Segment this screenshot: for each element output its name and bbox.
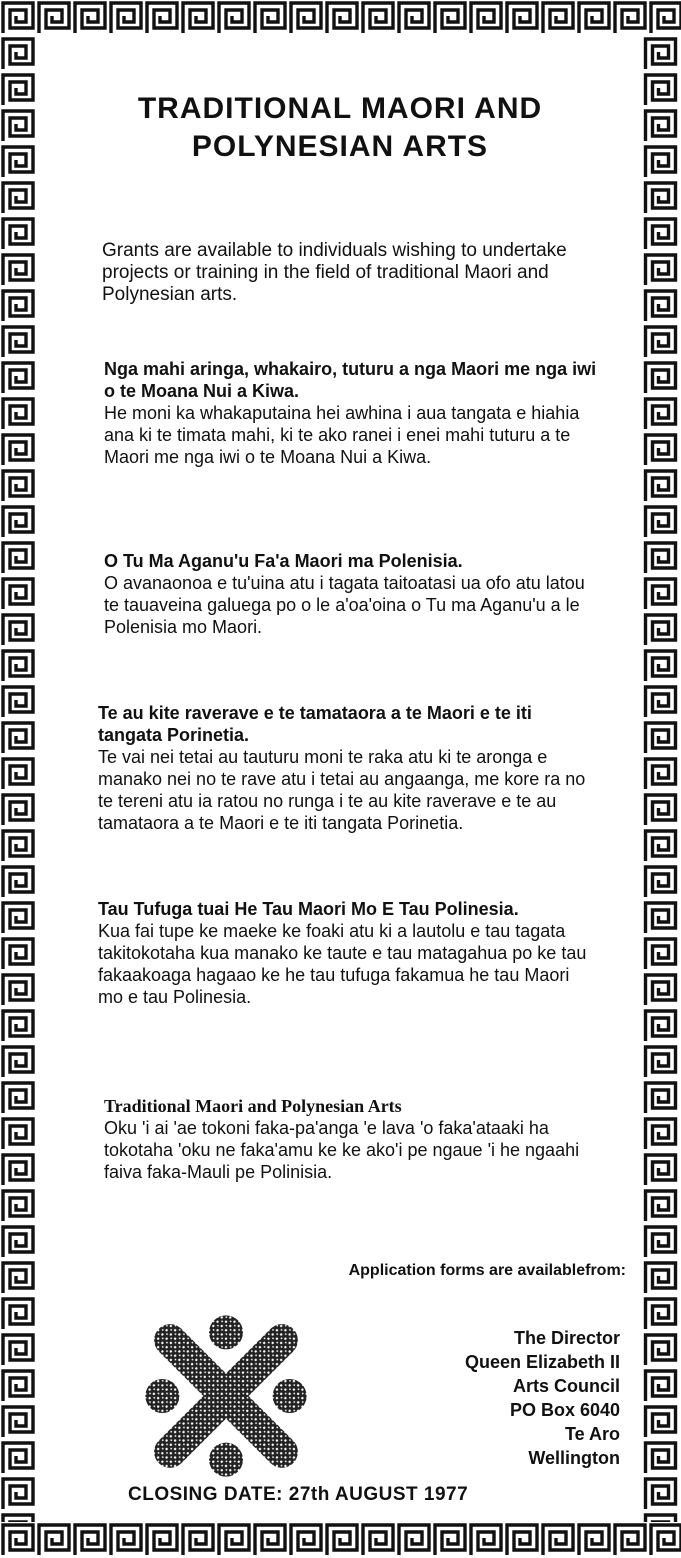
- greek-key-icon: [640, 1044, 681, 1080]
- section-samoan: [104, 550, 604, 638]
- greek-key-icon: [72, 1522, 108, 1558]
- greek-key-icon: [0, 1152, 36, 1188]
- greek-key-icon: [640, 360, 681, 396]
- greek-key-icon: [640, 1260, 681, 1296]
- greek-key-icon: [180, 0, 216, 36]
- section-niuean: [98, 898, 598, 1008]
- greek-key-icon: [640, 756, 681, 792]
- greek-key-icon: [0, 720, 36, 756]
- greek-key-icon: [640, 648, 681, 684]
- greek-key-icon: [640, 252, 681, 288]
- greek-key-icon: [0, 1332, 36, 1368]
- greek-key-icon: [0, 216, 36, 252]
- greek-key-icon: [640, 72, 681, 108]
- address-line: Queen Elizabeth II: [464, 1352, 620, 1372]
- greek-key-icon: [0, 360, 36, 396]
- greek-key-icon: [108, 1522, 144, 1558]
- title-line-2: POLYNESIAN ARTS: [191, 130, 489, 163]
- greek-key-icon: [640, 792, 681, 828]
- greek-key-icon: [504, 1522, 540, 1558]
- section-cook-islands: [98, 702, 598, 834]
- greek-key-icon: [0, 1008, 36, 1044]
- greek-key-icon: [640, 1440, 681, 1476]
- greek-key-icon: [640, 864, 681, 900]
- greek-key-icon: [432, 1522, 468, 1558]
- greek-key-icon: [0, 1260, 36, 1296]
- greek-key-icon: [0, 1044, 36, 1080]
- greek-key-icon: [0, 1080, 36, 1116]
- address-line: The Director: [513, 1328, 620, 1348]
- page-title: [46, 90, 634, 166]
- greek-key-icon: [0, 864, 36, 900]
- greek-key-icon: [288, 0, 324, 36]
- greek-key-icon: [576, 1522, 612, 1558]
- greek-key-icon: [216, 0, 252, 36]
- greek-key-icon: [0, 324, 36, 360]
- greek-key-icon: [640, 828, 681, 864]
- greek-key-icon: [0, 252, 36, 288]
- arts-council-logo-icon: [126, 1296, 326, 1496]
- border-right: [640, 36, 681, 1522]
- border-top: [0, 0, 681, 36]
- advertisement: [46, 40, 634, 1520]
- greek-key-icon: [640, 1404, 681, 1440]
- greek-key-icon: [640, 684, 681, 720]
- section-heading: Nga mahi aringa, whakairo, tuturu a nga Maori me nga iwi o te Moana Nui a Kiwa.: [104, 359, 597, 401]
- greek-key-icon: [0, 612, 36, 648]
- section-heading: Te au kite raverave e te tamataora a te Maori e te iti tangata Porinetia.: [98, 703, 532, 745]
- greek-key-icon: [396, 0, 432, 36]
- greek-key-icon: [640, 396, 681, 432]
- greek-key-icon: [324, 1522, 360, 1558]
- greek-key-icon: [640, 900, 681, 936]
- greek-key-icon: [640, 540, 681, 576]
- greek-key-icon: [36, 1522, 72, 1558]
- greek-key-icon: [0, 756, 36, 792]
- greek-key-icon: [612, 0, 648, 36]
- greek-key-icon: [540, 0, 576, 36]
- greek-key-icon: [640, 432, 681, 468]
- greek-key-icon: [640, 216, 681, 252]
- section-body: Grants are available to individuals wishing to undertake projects or training in the field of traditional Maori and Polynesian arts.: [102, 240, 567, 305]
- greek-key-icon: [0, 1512, 36, 1522]
- greek-key-icon: [72, 0, 108, 36]
- greek-key-icon: [0, 1368, 36, 1404]
- greek-key-icon: [0, 108, 36, 144]
- greek-key-icon: [640, 108, 681, 144]
- greek-key-icon: [0, 468, 36, 504]
- greek-key-icon: [640, 720, 681, 756]
- greek-key-icon: [0, 792, 36, 828]
- greek-key-icon: [640, 288, 681, 324]
- border-left: [0, 36, 36, 1522]
- address-line: Te Aro: [564, 1424, 620, 1444]
- greek-key-icon: [640, 36, 681, 72]
- greek-key-icon: [0, 1296, 36, 1332]
- application-note: Application forms are availablefrom:: [348, 1262, 626, 1279]
- greek-key-icon: [640, 180, 681, 216]
- greek-key-icon: [640, 1152, 681, 1188]
- section-heading: Traditional Maori and Polynesian Arts: [104, 1096, 402, 1116]
- section-maori: [104, 358, 604, 468]
- greek-key-icon: [468, 1522, 504, 1558]
- greek-key-icon: [0, 288, 36, 324]
- greek-key-icon: [640, 324, 681, 360]
- greek-key-icon: [540, 1522, 576, 1558]
- title-line-1: TRADITIONAL MAORI AND: [137, 92, 543, 125]
- greek-key-icon: [0, 972, 36, 1008]
- greek-key-icon: [0, 36, 36, 72]
- greek-key-icon: [0, 72, 36, 108]
- greek-key-icon: [0, 0, 36, 36]
- address-line: Arts Council: [512, 1376, 620, 1396]
- greek-key-icon: [0, 900, 36, 936]
- greek-key-icon: [640, 1296, 681, 1332]
- greek-key-icon: [640, 612, 681, 648]
- greek-key-icon: [108, 0, 144, 36]
- greek-key-icon: [468, 0, 504, 36]
- greek-key-icon: [0, 1224, 36, 1260]
- greek-key-icon: [640, 1224, 681, 1260]
- greek-key-icon: [0, 504, 36, 540]
- greek-key-icon: [360, 0, 396, 36]
- greek-key-icon: [640, 1188, 681, 1224]
- greek-key-icon: [640, 1512, 681, 1522]
- closing-date: CLOSING DATE: 27th AUGUST 1977: [128, 1484, 469, 1505]
- greek-key-icon: [0, 1188, 36, 1224]
- section-body: Kua fai tupe ke maeke ke foaki atu ki a lautolu e tau tagata takitokotaha kua manako ke taute e tau matagahua po ke tau fakaakoaga hagaao ke he tau tufuga fakamua he tau Maori mo e tau Polinesia.: [98, 921, 587, 1007]
- greek-key-icon: [0, 396, 36, 432]
- greek-key-icon: [0, 828, 36, 864]
- greek-key-icon: [180, 1522, 216, 1558]
- greek-key-icon: [0, 432, 36, 468]
- greek-key-icon: [0, 1476, 36, 1512]
- greek-key-icon: [0, 936, 36, 972]
- greek-key-icon: [640, 1332, 681, 1368]
- greek-key-icon: [0, 684, 36, 720]
- greek-key-icon: [648, 0, 681, 36]
- greek-key-icon: [640, 1116, 681, 1152]
- greek-key-icon: [640, 144, 681, 180]
- section-heading: Tau Tufuga tuai He Tau Maori Mo E Tau Polinesia.: [98, 899, 519, 919]
- greek-key-icon: [0, 144, 36, 180]
- greek-key-icon: [288, 1522, 324, 1558]
- greek-key-icon: [144, 1522, 180, 1558]
- address-line: Wellington: [528, 1448, 620, 1468]
- greek-key-icon: [640, 1476, 681, 1512]
- greek-key-icon: [0, 1440, 36, 1476]
- greek-key-icon: [0, 1116, 36, 1152]
- greek-key-icon: [0, 648, 36, 684]
- greek-key-icon: [640, 1368, 681, 1404]
- section-body: Oku 'i ai 'ae tokoni faka-pa'anga 'e lava 'o faka'ataaki ha tokotaha 'oku ne faka'amu ke ke ako'i pe ngaue 'i he ngaahi faiva faka-Mauli pe Polinisia.: [104, 1118, 580, 1182]
- greek-key-icon: [640, 576, 681, 612]
- section-body: He moni ka whakaputaina hei awhina i aua tangata e hiahia ana ki te timata mahi, ki te ako ranei i enei mahi tuturu a te Maori me nga iwi o te Moana Nui a Kiwa.: [104, 403, 580, 467]
- greek-key-icon: [216, 1522, 252, 1558]
- greek-key-icon: [0, 1404, 36, 1440]
- section-body: Te vai nei tetai au tauturu moni te raka atu ki te aronga e manako nei no te rave atu i tetai au angaanga, me kore ra no te tereni atu ia ratou no runga i te au kite raverave e te au tamataora a te Maori e te iti tangata Porinetia.: [98, 747, 586, 833]
- greek-key-icon: [0, 180, 36, 216]
- greek-key-icon: [640, 504, 681, 540]
- greek-key-icon: [252, 0, 288, 36]
- greek-key-icon: [640, 468, 681, 504]
- greek-key-icon: [396, 1522, 432, 1558]
- greek-key-icon: [252, 1522, 288, 1558]
- greek-key-icon: [640, 1080, 681, 1116]
- greek-key-icon: [640, 972, 681, 1008]
- greek-key-icon: [648, 1522, 681, 1558]
- greek-key-icon: [612, 1522, 648, 1558]
- greek-key-icon: [640, 1008, 681, 1044]
- greek-key-icon: [576, 0, 612, 36]
- section-english: [102, 240, 602, 306]
- greek-key-icon: [0, 576, 36, 612]
- greek-key-icon: [640, 936, 681, 972]
- greek-key-icon: [324, 0, 360, 36]
- greek-key-icon: [360, 1522, 396, 1558]
- border-bottom: [0, 1522, 681, 1558]
- greek-key-icon: [144, 0, 180, 36]
- greek-key-icon: [0, 1522, 36, 1558]
- address-block: [465, 1326, 620, 1470]
- greek-key-icon: [36, 0, 72, 36]
- greek-key-icon: [432, 0, 468, 36]
- greek-key-icon: [504, 0, 540, 36]
- address-line: PO Box 6040: [509, 1400, 620, 1420]
- section-heading: O Tu Ma Aganu'u Fa'a Maori ma Polenisia.: [104, 551, 463, 571]
- section-tongan: [104, 1095, 604, 1183]
- greek-key-icon: [0, 540, 36, 576]
- section-body: O avanaonoa e tu'uina atu i tagata taitoatasi ua ofo atu latou te tauaveina galuega po o le a'oa'oina o Tu ma Aganu'u a le Polenisia mo Maori.: [104, 573, 585, 637]
